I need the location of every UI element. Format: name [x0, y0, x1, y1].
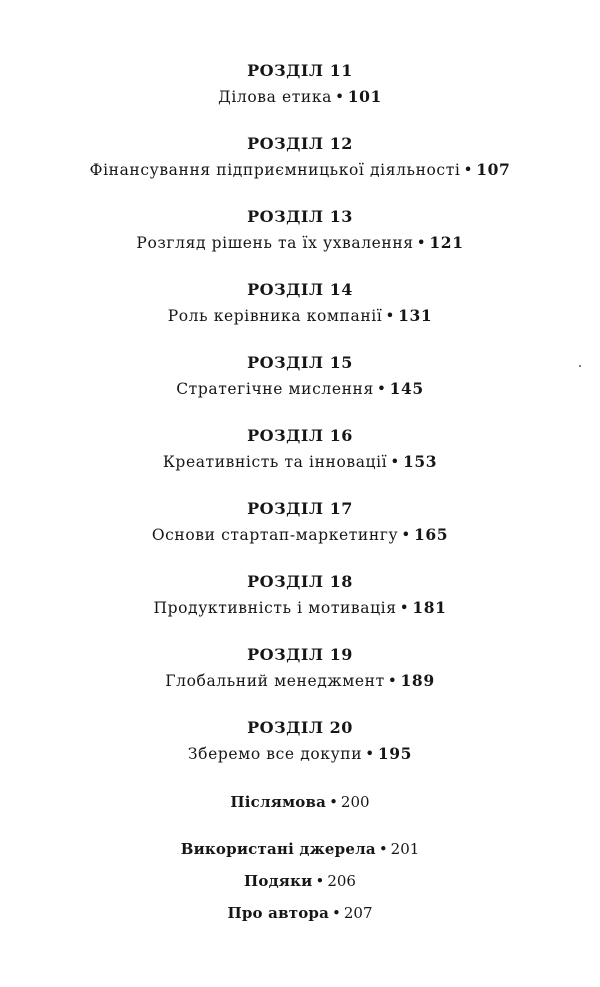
- chapter-heading: РОЗДІЛ 17: [247, 499, 353, 518]
- toc-chapter-19: [0, 645, 600, 691]
- chapter-entry[interactable]: [0, 671, 600, 691]
- chapter-entry[interactable]: [0, 379, 600, 399]
- bullet-separator: •: [463, 161, 474, 179]
- page-number: 207: [343, 904, 373, 922]
- bullet-separator: •: [378, 840, 388, 858]
- chapter-heading: РОЗДІЛ 20: [247, 718, 353, 737]
- chapter-title: Глобальний менеджмент: [165, 672, 385, 690]
- page-number: 121: [429, 233, 464, 252]
- chapter-heading: РОЗДІЛ 12: [247, 134, 353, 153]
- chapter-title: Розгляд рішень та їх ухвалення: [136, 234, 414, 252]
- chapter-entry[interactable]: [0, 160, 600, 180]
- chapter-heading: РОЗДІЛ 16: [247, 426, 353, 445]
- toc-chapter-11: [0, 61, 600, 107]
- toc-about-author[interactable]: [0, 903, 600, 923]
- bullet-separator: •: [399, 599, 410, 617]
- toc-chapter-16: [0, 426, 600, 472]
- page-number: 107: [476, 160, 511, 179]
- toc-chapter-17: [0, 499, 600, 545]
- chapter-heading: РОЗДІЛ 18: [247, 572, 353, 591]
- page-number: 101: [347, 87, 382, 106]
- bullet-separator: •: [416, 234, 427, 252]
- bullet-separator: •: [387, 672, 398, 690]
- chapter-heading: РОЗДІЛ 15: [247, 353, 353, 372]
- toc-chapter-15: [0, 353, 600, 399]
- bullet-separator: •: [385, 307, 396, 325]
- toc-chapter-14: [0, 280, 600, 326]
- chapter-entry[interactable]: [0, 744, 600, 764]
- chapter-title: Основи стартап-маркетингу: [151, 526, 399, 544]
- chapter-heading: РОЗДІЛ 19: [247, 645, 353, 664]
- scan-speck: [579, 365, 581, 367]
- page-number: 165: [414, 525, 449, 544]
- chapter-title: Фінансування підприємницької діяльності: [89, 161, 461, 179]
- chapter-title: Креативність та інновації: [162, 453, 388, 471]
- chapter-heading: РОЗДІЛ 11: [247, 61, 353, 80]
- entry-title: Використані джерела: [180, 840, 376, 858]
- bullet-separator: •: [332, 904, 341, 922]
- page-number: 153: [403, 452, 438, 471]
- page-number: 131: [398, 306, 433, 325]
- chapter-heading: РОЗДІЛ 13: [247, 207, 353, 226]
- toc-sources[interactable]: [0, 839, 600, 859]
- toc-chapter-12: [0, 134, 600, 180]
- chapter-entry[interactable]: [0, 598, 600, 618]
- page-number: 201: [390, 840, 420, 858]
- page-number: 181: [412, 598, 447, 617]
- bullet-separator: •: [315, 872, 325, 890]
- page-number: 200: [340, 793, 370, 811]
- bullet-separator: •: [365, 745, 375, 763]
- page-number: 206: [327, 872, 356, 890]
- chapter-entry[interactable]: [0, 306, 600, 326]
- chapter-entry[interactable]: [0, 525, 600, 545]
- entry-title: Подяки: [244, 872, 313, 890]
- toc-afterword[interactable]: [0, 792, 600, 812]
- page-number: 189: [400, 671, 435, 690]
- entry-title: Післямова: [230, 793, 327, 811]
- chapter-title: Стратегічне мислення: [176, 380, 374, 398]
- chapter-heading: РОЗДІЛ 14: [247, 280, 353, 299]
- bullet-separator: •: [329, 793, 338, 811]
- chapter-title: Роль керівника компанії: [167, 307, 383, 325]
- toc-chapter-18: [0, 572, 600, 618]
- chapter-entry[interactable]: [0, 87, 600, 107]
- toc-chapter-13: [0, 207, 600, 253]
- chapter-title: Ділова етика: [218, 88, 332, 106]
- bullet-separator: •: [390, 453, 400, 471]
- toc-chapter-20: [0, 718, 600, 764]
- bullet-separator: •: [334, 88, 345, 106]
- bullet-separator: •: [376, 380, 387, 398]
- bullet-separator: •: [401, 526, 411, 544]
- toc-acknowledgements[interactable]: [0, 871, 600, 891]
- chapter-title: Продуктивність і мотивація: [153, 599, 397, 617]
- chapter-entry[interactable]: [0, 233, 600, 253]
- chapter-entry[interactable]: [0, 452, 600, 472]
- entry-title: Про автора: [227, 904, 330, 922]
- page-number: 195: [377, 744, 413, 763]
- page-number: 145: [389, 379, 424, 398]
- chapter-title: Зберемо все докупи: [187, 745, 363, 763]
